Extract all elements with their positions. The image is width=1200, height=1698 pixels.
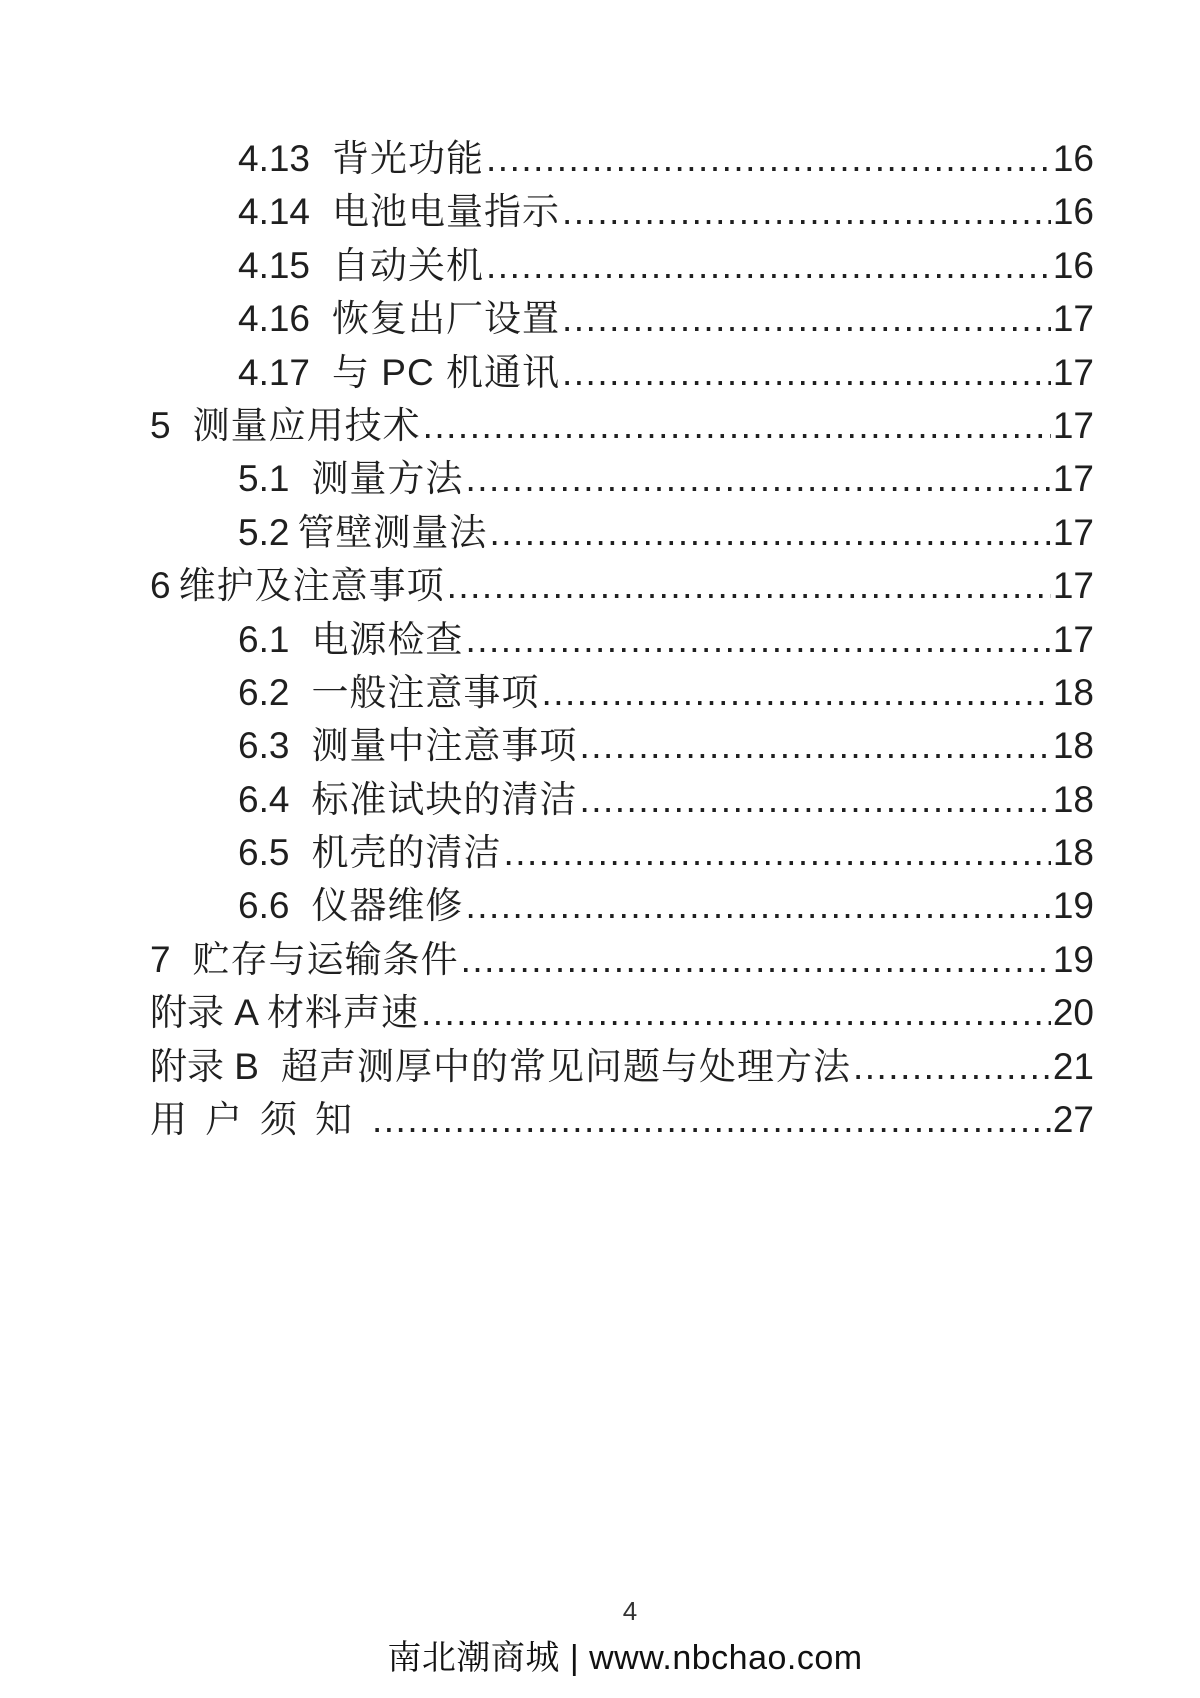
toc-entry-title: 维护及注意事项 — [178, 565, 445, 607]
toc-entry-page: 17 — [1052, 298, 1094, 340]
toc-entry-5-1[interactable] — [150, 452, 1094, 505]
toc-entry-6-1[interactable] — [150, 613, 1094, 666]
site-watermark: 南北潮商城 | www.nbchao.com — [387, 1639, 863, 1677]
dot-leader — [465, 879, 1050, 932]
toc-entry-page: 18 — [1052, 778, 1094, 820]
toc-entry-title: 管壁测量法 — [297, 511, 488, 553]
toc-entry-number: 4.14 — [238, 191, 311, 233]
toc-entry-page: 18 — [1052, 671, 1094, 713]
toc-entry-number: 6.2 — [238, 671, 290, 713]
dot-leader — [486, 132, 1051, 185]
toc-entry-number: 附录 A — [150, 992, 259, 1034]
toc-entry-appendix-a[interactable] — [150, 986, 1094, 1039]
toc-entry-number: 6.3 — [238, 725, 290, 767]
dot-leader — [503, 826, 1050, 879]
dot-leader — [461, 933, 1051, 986]
dot-leader — [421, 986, 1051, 1039]
toc-entry-number: 6 — [150, 565, 171, 607]
toc-entry-number: 4.13 — [238, 138, 311, 179]
toc-entry-6[interactable] — [150, 559, 1094, 612]
toc-entry-page: 17 — [1052, 618, 1094, 660]
toc-entry-page: 17 — [1052, 565, 1094, 607]
toc-entry-title: 一般注意事项 — [311, 671, 540, 713]
dot-leader — [562, 185, 1051, 238]
toc-entry-title: 测量应用技术 — [192, 404, 421, 446]
toc-entry-5[interactable] — [150, 399, 1094, 452]
toc-entry-6-4[interactable] — [150, 773, 1094, 826]
toc-entry-page: 16 — [1052, 244, 1094, 286]
toc-entry-page: 21 — [1052, 1045, 1094, 1087]
toc-entry-title: 电池电量指示 — [332, 191, 561, 233]
dot-leader — [423, 399, 1051, 452]
toc-entry-number: 4.15 — [238, 244, 311, 286]
toc-entry-page: 27 — [1052, 1099, 1094, 1141]
toc-entry-number: 附录 B — [150, 1045, 259, 1087]
toc-entry-title: 测量中注意事项 — [311, 725, 578, 767]
toc-entry-page: 19 — [1052, 938, 1094, 980]
toc-entry-number: 5 — [150, 404, 171, 446]
toc-entry-number: 6.1 — [238, 618, 290, 660]
dot-leader — [579, 719, 1050, 772]
toc-entry-4-16[interactable] — [150, 292, 1094, 345]
toc-entry-page: 16 — [1052, 138, 1094, 179]
toc-entry-6-5[interactable] — [150, 826, 1094, 879]
toc-entry-title: 超声测厚中的常见问题与处理方法 — [280, 1045, 851, 1087]
dot-leader — [541, 666, 1050, 719]
dot-leader — [562, 292, 1051, 345]
dot-leader — [562, 346, 1051, 399]
toc-entry-6-3[interactable] — [150, 719, 1094, 772]
toc-entry-title: 电源检查 — [311, 618, 464, 660]
toc-entry-number: 6.4 — [238, 778, 290, 820]
toc-entry-number: 5.1 — [238, 458, 290, 500]
dot-leader — [447, 559, 1051, 612]
toc-entry-6-2[interactable] — [150, 666, 1094, 719]
toc-entry-page: 20 — [1052, 992, 1094, 1034]
toc-entry-number: 5.2 — [238, 511, 290, 553]
toc-entry-7[interactable] — [150, 933, 1094, 986]
toc-entry-title: 仪器维修 — [311, 885, 464, 927]
toc-entry-number: 4.17 — [238, 351, 311, 393]
toc-entry-5-2[interactable] — [150, 506, 1094, 559]
toc-entry-6-6[interactable] — [150, 879, 1094, 932]
dot-leader — [486, 239, 1051, 292]
toc-entry-number: 6.6 — [238, 885, 290, 927]
toc-entry-appendix-b[interactable] — [150, 1040, 1094, 1093]
toc-entry-title: 自动关机 — [332, 244, 485, 286]
toc-entry-number: 7 — [150, 938, 171, 980]
toc-entry-user-notice[interactable] — [150, 1093, 1094, 1146]
dot-leader — [372, 1093, 1051, 1146]
toc-entry-page: 17 — [1052, 404, 1094, 446]
toc-entry-title: 标准试块的清洁 — [311, 778, 578, 820]
toc-entry-page: 18 — [1052, 832, 1094, 874]
toc-entry-title: 背光功能 — [332, 138, 485, 179]
toc-entry-page: 18 — [1052, 725, 1094, 767]
toc-entry-title: 与 PC 机通讯 — [332, 351, 560, 393]
dot-leader — [579, 773, 1050, 826]
toc-entry-4-15[interactable] — [150, 239, 1094, 292]
toc-entry-number: 4.16 — [238, 298, 311, 340]
dot-leader — [465, 452, 1050, 505]
toc-entry-page: 17 — [1052, 351, 1094, 393]
dot-leader — [489, 506, 1050, 559]
toc-entry-4-13[interactable] — [150, 132, 1094, 185]
toc-entry-number: 6.5 — [238, 832, 290, 874]
toc-entry-title: 机壳的清洁 — [311, 832, 502, 874]
page-number: 4 — [622, 1596, 638, 1626]
toc-entry-page: 16 — [1052, 191, 1094, 233]
toc-entry-4-14[interactable] — [150, 185, 1094, 238]
dot-leader — [465, 613, 1050, 666]
toc-entry-page: 17 — [1052, 511, 1094, 553]
toc-entry-page: 17 — [1052, 458, 1094, 500]
table-of-contents — [150, 132, 1094, 1146]
toc-entry-4-17[interactable] — [150, 346, 1094, 399]
toc-entry-title: 贮存与运输条件 — [192, 938, 459, 980]
toc-entry-title: 恢复出厂设置 — [332, 298, 561, 340]
dot-leader — [853, 1040, 1051, 1093]
toc-entry-title: 材料声速 — [266, 992, 419, 1034]
toc-entry-title: 测量方法 — [311, 458, 464, 500]
toc-entry-title: 用户须知 — [150, 1099, 370, 1141]
toc-entry-page: 19 — [1052, 885, 1094, 927]
